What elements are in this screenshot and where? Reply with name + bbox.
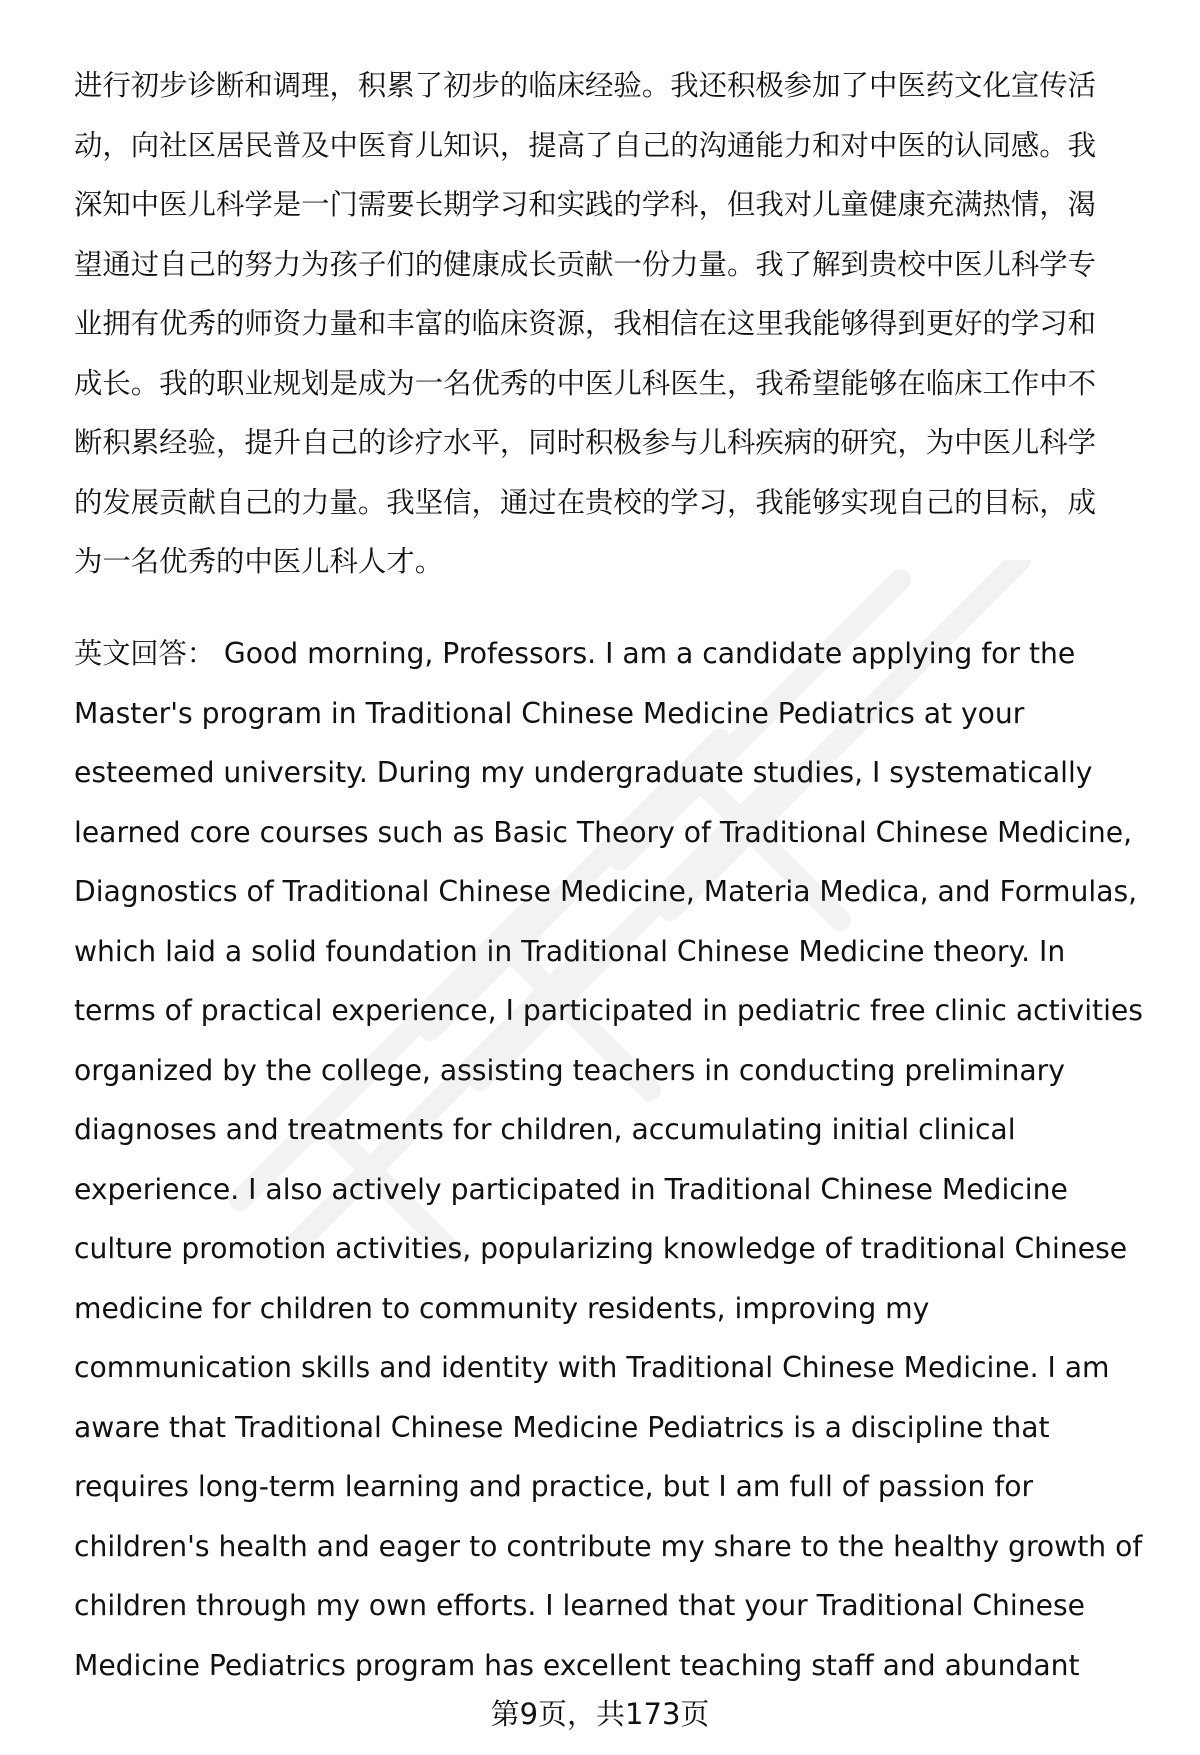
chinese-text-line: 的发展贡献自己的力量。我坚信，通过在贵校的学习，我能够实现自己的目标，成 xyxy=(74,485,1097,519)
english-answer-text xyxy=(74,624,1159,1695)
english-text-line: communication skills and identity with Traditional Chinese Medicine. I am xyxy=(74,1351,1110,1384)
english-text-line: learned core courses such as Basic Theory of Traditional Chinese Medicine, xyxy=(74,815,1133,849)
english-text-line: diagnoses and treatments for children, accumulating initial clinical xyxy=(74,1113,1016,1146)
chinese-text-line: 进行初步诊断和调理，积累了初步的临床经验。我还积极参加了中医药文化宣传活 xyxy=(74,69,1097,102)
chinese-text-line: 深知中医儿科学是一门需要长期学习和实践的学科，但我对儿童健康充满热情，渴 xyxy=(74,188,1097,221)
english-text-line: terms of practical experience, I participated in pediatric free clinic activities xyxy=(74,994,1143,1027)
english-text-line: aware that Traditional Chinese Medicine Pediatrics is a discipline that xyxy=(74,1410,1050,1444)
page-number-footer: 第9页，共173页 xyxy=(490,1697,710,1731)
english-text-line: medicine for children to community residents, improving my xyxy=(74,1291,930,1325)
english-text-line: Medicine Pediatrics program has excellent teaching staff and abundant xyxy=(74,1648,1080,1682)
english-text-line: children through my own efforts. I learned that your Traditional Chinese xyxy=(74,1589,1085,1622)
chinese-text-line: 望通过自己的努力为孩子们的健康成长贡献一份力量。我了解到贵校中医儿科学专 xyxy=(74,247,1097,281)
english-text-line: which laid a solid foundation in Traditional Chinese Medicine theory. In xyxy=(74,934,1066,968)
english-text-line: culture promotion activities, popularizing knowledge of traditional Chinese xyxy=(74,1232,1128,1265)
english-text-line: Master's program in Traditional Chinese Medicine Pediatrics at your xyxy=(74,696,1025,730)
chinese-text-line: 业拥有优秀的师资力量和丰富的临床资源，我相信在这里我能够得到更好的学习和 xyxy=(74,307,1097,340)
chinese-text-line: 动，向社区居民普及中医育儿知识，提高了自己的沟通能力和对中医的认同感。我 xyxy=(74,128,1097,162)
chinese-text-line: 成长。我的职业规划是成为一名优秀的中医儿科医生，我希望能够在临床工作中不 xyxy=(74,366,1097,400)
english-text-line: Diagnostics of Traditional Chinese Medicine, Materia Medica, and Formulas, xyxy=(74,875,1138,908)
english-text-line: Good morning, Professors. I am a candidate applying for the xyxy=(214,637,1076,670)
english-answer-label: 英文回答： xyxy=(74,637,215,670)
chinese-answer-text xyxy=(74,56,1154,592)
english-text-line: experience. I also actively participated in Traditional Chinese Medicine xyxy=(74,1172,1068,1206)
english-text-line-first xyxy=(74,624,1159,684)
chinese-text-line: 断积累经验，提升自己的诊疗水平，同时积极参与儿科疾病的研究，为中医儿科学 xyxy=(74,426,1097,459)
chinese-text-line: 为一名优秀的中医儿科人才。 xyxy=(74,545,444,578)
english-text-line: children's health and eager to contribute my share to the healthy growth of xyxy=(74,1529,1143,1563)
english-text-line: esteemed university. During my undergraduate studies, I systematically xyxy=(74,756,1093,789)
english-text-line: requires long-term learning and practice, but I am full of passion for xyxy=(74,1470,1034,1503)
english-text-line: organized by the college, assisting teachers in conducting preliminary xyxy=(74,1053,1065,1087)
